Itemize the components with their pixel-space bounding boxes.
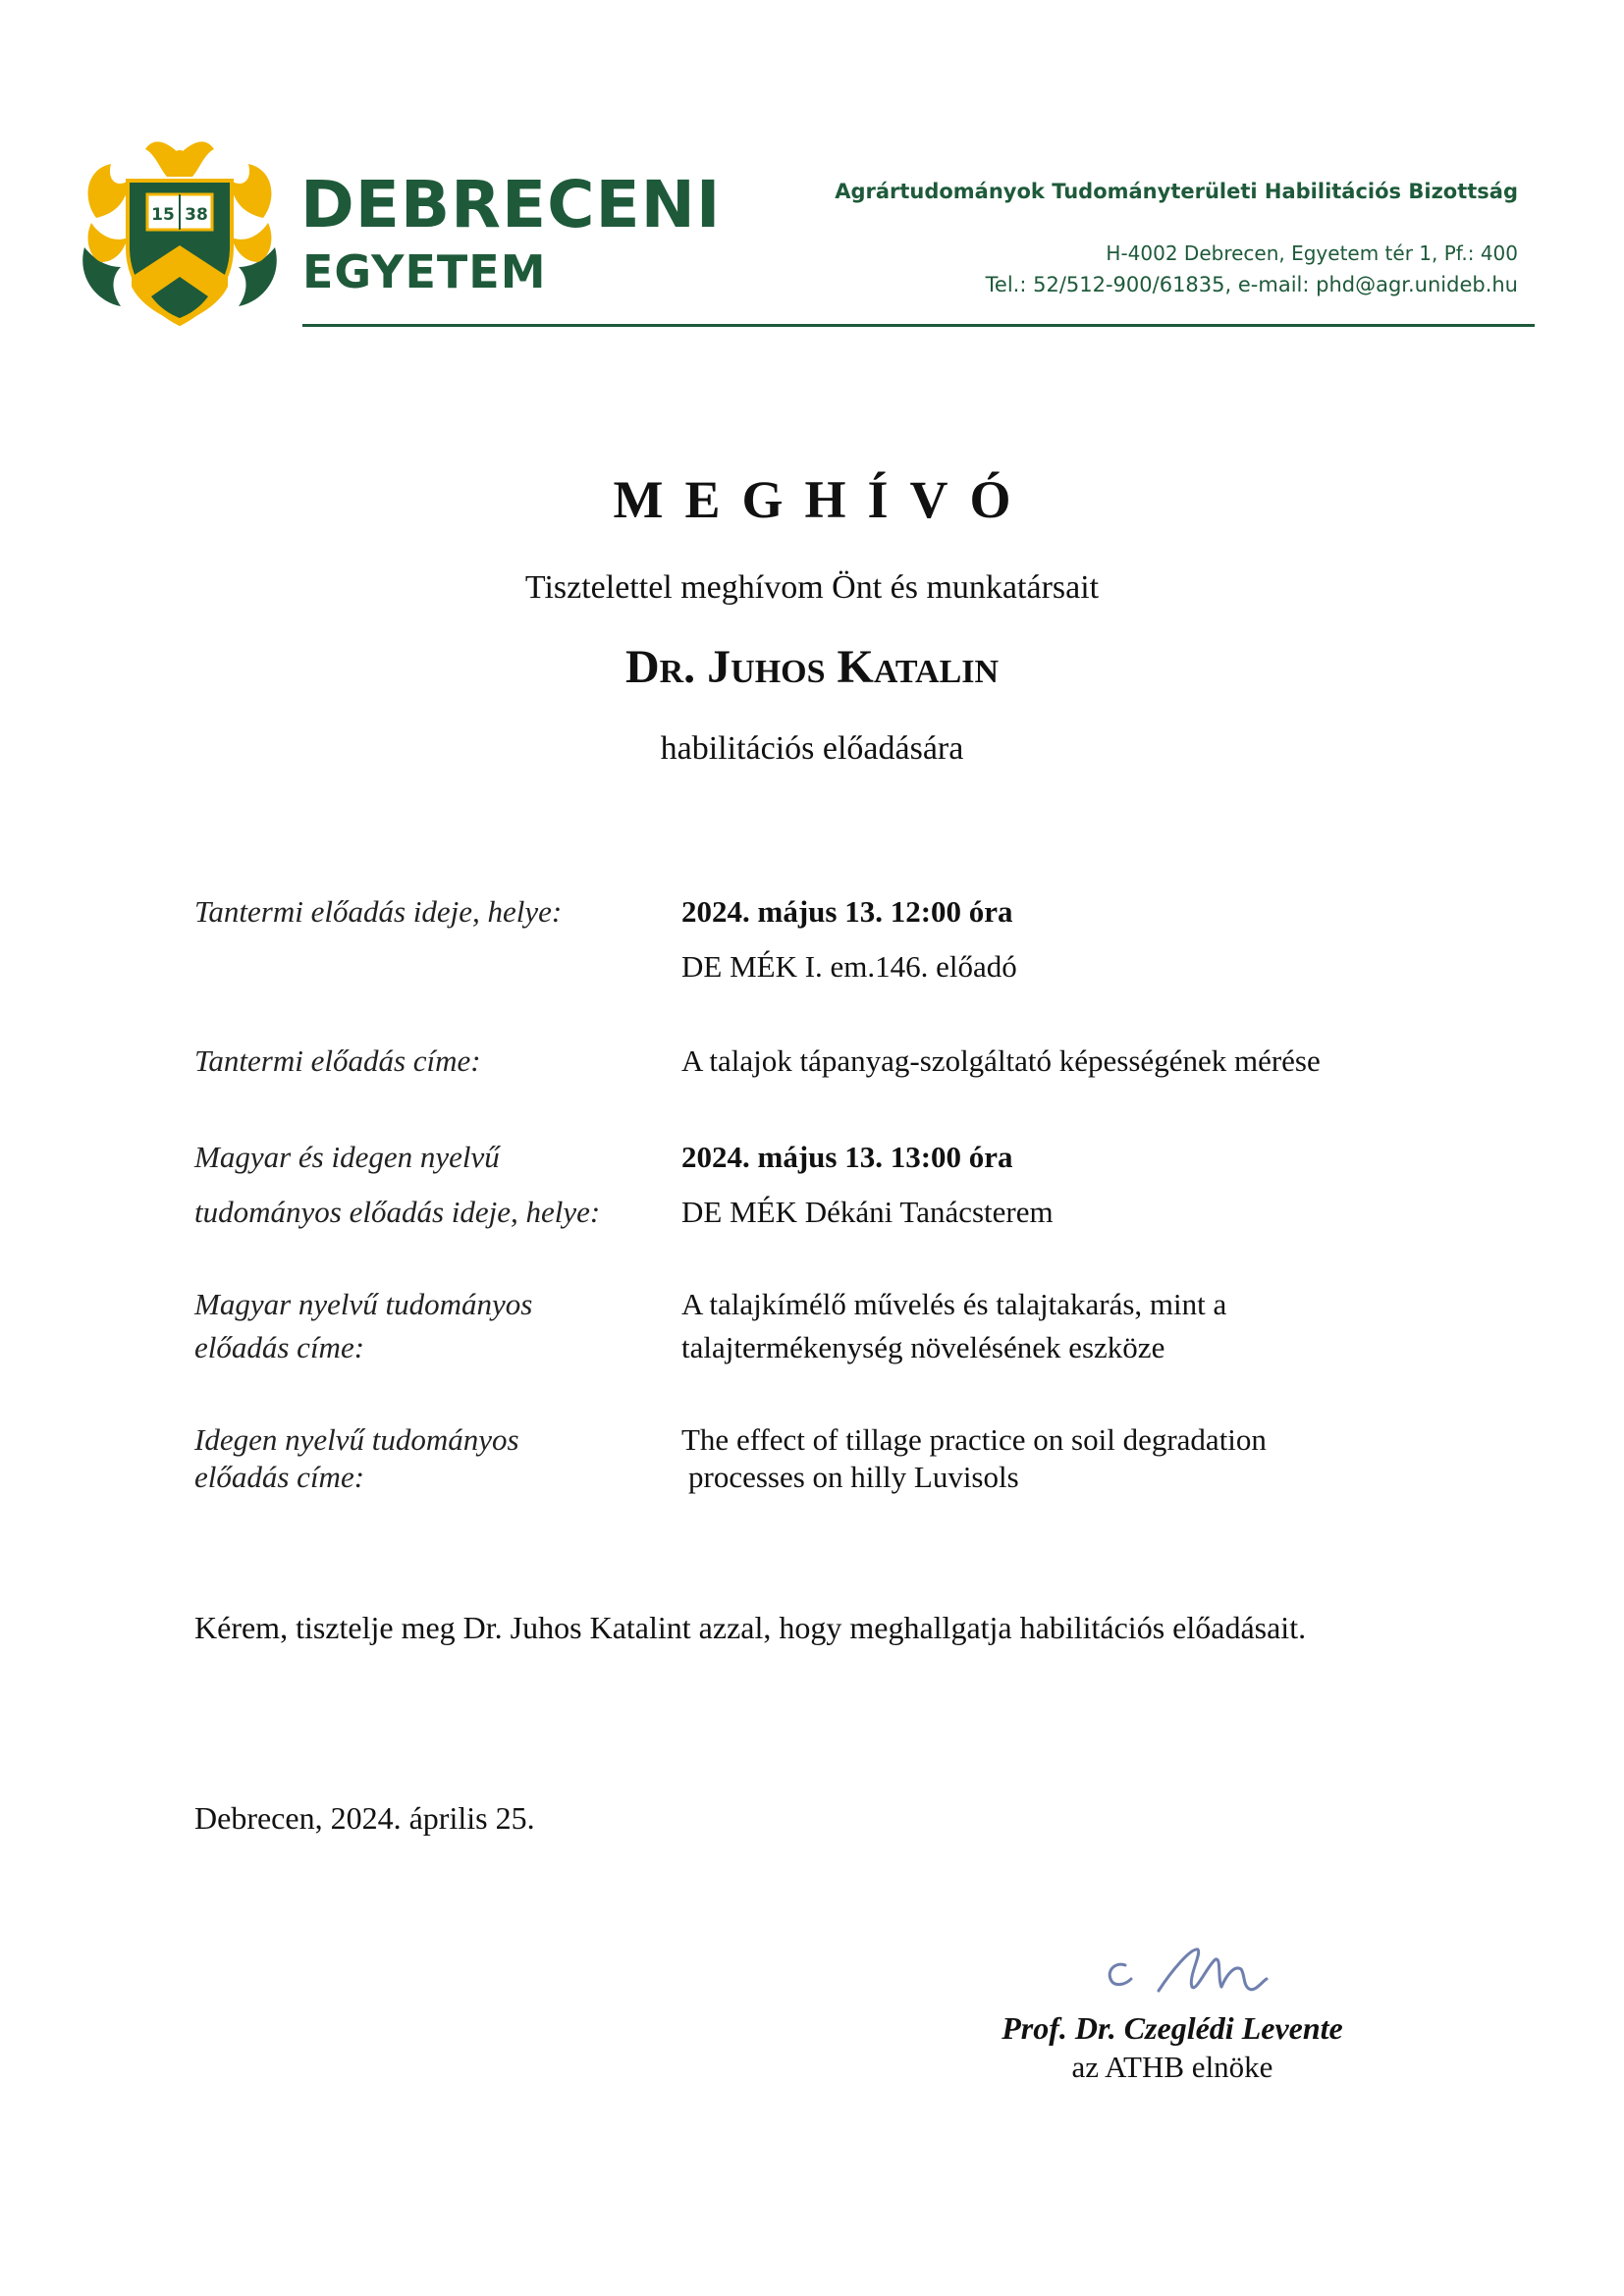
committee-contact: Tel.: 52/512-900/61835, e-mail: phd@agr.unideb.hu: [985, 273, 1518, 296]
foreign-title-label-line2: előadás címe:: [194, 1460, 365, 1494]
signer-name: Prof. Dr. Czeglédi Levente: [1001, 2010, 1343, 2046]
crest-year-right: 38: [185, 205, 208, 225]
lecture-time-place-label: Tantermi előadás ideje, helye:: [194, 894, 563, 929]
handwritten-signature: [1098, 1930, 1324, 2008]
logo-wordmark-line2: EGYETEM: [302, 245, 547, 298]
committee-address: H-4002 Debrecen, Egyetem tér 1, Pf.: 400: [1106, 241, 1518, 265]
closing-request: Kérem, tisztelje meg Dr. Juhos Katalint azzal, hogy meghallgatja habilitációs előadásait.: [194, 1610, 1307, 1645]
invitation-intro: Tisztelettel meghívom Önt és munkatársait: [524, 569, 1100, 606]
lecture-title-label: Tantermi előadás címe:: [194, 1043, 481, 1078]
hungarian-title-value-line1: A talajkímélő művelés és talajtakarás, mint a: [681, 1287, 1227, 1321]
crest-year-left: 15: [151, 205, 175, 225]
lecture-place: DE MÉK I. em.146. előadó: [681, 949, 1017, 984]
foreign-title-label-line1: Idegen nyelvű tudományos: [194, 1422, 519, 1457]
lecture-title-value: A talajok tápanyag-szolgáltató képességének mérése: [681, 1043, 1321, 1078]
committee-title: Agrártudományok Tudományterületi Habilitációs Bizottság: [835, 180, 1518, 203]
scientific-place: DE MÉK Dékáni Tanácsterem: [681, 1195, 1054, 1229]
scientific-datetime: 2024. május 13. 13:00 óra: [681, 1140, 1013, 1174]
scientific-time-place-label-line1: Magyar és idegen nyelvű: [194, 1140, 500, 1174]
header-divider: [302, 324, 1535, 327]
university-crest-icon: [77, 130, 283, 336]
place-and-date: Debrecen, 2024. április 25.: [194, 1800, 535, 1836]
logo-wordmark-line1: DEBRECENI: [300, 167, 722, 242]
foreign-title-value-line2: processes on hilly Luvisols: [688, 1460, 1019, 1494]
honoree-name: Dr. Juhos Katalin: [624, 641, 1000, 693]
document-title: MEGHÍVÓ: [613, 470, 1033, 529]
invitation-intro-tail: habilitációs előadására: [660, 730, 964, 767]
scientific-time-place-label-line2: tudományos előadás ideje, helye:: [194, 1195, 601, 1229]
foreign-title-value-line1: The effect of tillage practice on soil degradation: [681, 1422, 1267, 1457]
hungarian-title-label-line2: előadás címe:: [194, 1330, 365, 1364]
signer-role: az ATHB elnöke: [1071, 2050, 1273, 2084]
hungarian-title-value-line2: talajtermékenység növelésének eszköze: [681, 1330, 1165, 1364]
hungarian-title-label-line1: Magyar nyelvű tudományos: [194, 1287, 533, 1321]
lecture-datetime: 2024. május 13. 12:00 óra: [681, 894, 1013, 929]
